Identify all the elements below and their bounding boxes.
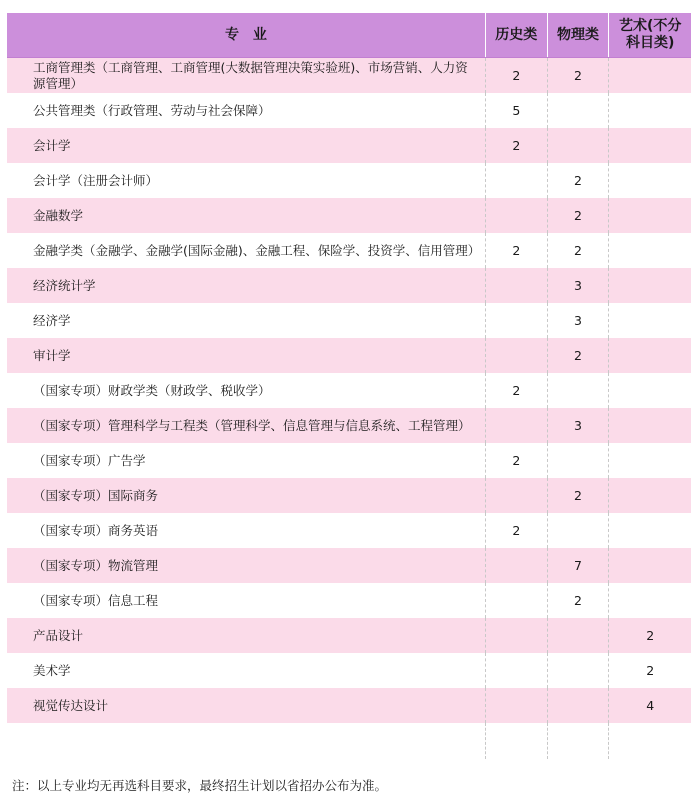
header-art xyxy=(608,13,691,57)
table-row xyxy=(7,513,691,548)
table-row xyxy=(7,58,691,93)
major-cell: 视觉传达设计 xyxy=(33,697,109,713)
tail-cell xyxy=(608,723,691,759)
physics-cell xyxy=(547,688,609,723)
art-cell xyxy=(608,548,691,583)
physics-cell: 3 xyxy=(547,408,609,443)
major-cell: 会计学 xyxy=(33,137,71,153)
art-cell xyxy=(608,513,691,548)
major-cell: 经济统计学 xyxy=(33,277,96,293)
table-row xyxy=(7,373,691,408)
art-cell xyxy=(608,163,691,198)
table-row xyxy=(7,163,691,198)
physics-cell xyxy=(547,653,609,688)
header-art-text xyxy=(619,18,681,52)
physics-cell: 2 xyxy=(547,198,609,233)
tail-cell xyxy=(547,723,609,759)
art-cell xyxy=(608,408,691,443)
table-row xyxy=(7,618,691,653)
table-tail xyxy=(7,723,691,759)
table-header xyxy=(7,13,691,58)
history-cell xyxy=(485,478,547,513)
art-cell xyxy=(608,583,691,618)
physics-cell xyxy=(547,128,609,163)
physics-cell xyxy=(547,618,609,653)
header-physics: 物理类 xyxy=(547,13,609,57)
header-art-line-2: 科目类) xyxy=(625,35,675,51)
art-cell xyxy=(608,128,691,163)
major-cell: （国家专项）物流管理 xyxy=(33,557,159,573)
table-row xyxy=(7,653,691,688)
table-row xyxy=(7,548,691,583)
table-row xyxy=(7,688,691,723)
art-cell: 2 xyxy=(608,618,691,653)
history-cell xyxy=(485,583,547,618)
physics-cell: 2 xyxy=(547,478,609,513)
major-cell: 工商管理类（工商管理、工商管理(大数据管理决策实验班)、市场营销、人力资源管理） xyxy=(33,59,468,91)
history-cell: 2 xyxy=(485,443,547,478)
art-cell xyxy=(608,443,691,478)
footnote: 注：以上专业均无再选科目要求，最终招生计划以省招办公布为准。 xyxy=(12,778,388,793)
physics-cell: 2 xyxy=(547,58,609,93)
major-cell: 经济学 xyxy=(33,312,71,328)
major-cell: 审计学 xyxy=(33,347,71,363)
art-cell xyxy=(608,303,691,338)
history-cell xyxy=(485,618,547,653)
physics-cell: 7 xyxy=(547,548,609,583)
history-cell xyxy=(485,163,547,198)
major-cell: （国家专项）广告学 xyxy=(33,452,146,468)
table-row xyxy=(7,303,691,338)
history-cell: 2 xyxy=(485,373,547,408)
major-cell: 会计学（注册会计师） xyxy=(33,172,159,188)
history-cell xyxy=(485,338,547,373)
major-cell: 金融学类（金融学、金融学(国际金融)、金融工程、保险学、投资学、信用管理） xyxy=(33,242,481,258)
history-cell: 2 xyxy=(485,513,547,548)
history-cell: 2 xyxy=(485,58,547,93)
physics-cell: 2 xyxy=(547,338,609,373)
physics-cell: 2 xyxy=(547,163,609,198)
history-cell xyxy=(485,688,547,723)
table-row xyxy=(7,233,691,268)
history-cell xyxy=(485,408,547,443)
art-cell xyxy=(608,373,691,408)
physics-cell: 3 xyxy=(547,303,609,338)
history-cell: 2 xyxy=(485,128,547,163)
major-cell: （国家专项）商务英语 xyxy=(33,522,159,538)
major-cell: 公共管理类（行政管理、劳动与社会保障） xyxy=(33,102,271,118)
history-cell xyxy=(485,548,547,583)
table-row xyxy=(7,128,691,163)
art-cell xyxy=(608,478,691,513)
physics-cell xyxy=(547,513,609,548)
major-cell: 产品设计 xyxy=(33,627,84,643)
history-cell: 5 xyxy=(485,93,547,128)
header-major: 专 业 xyxy=(224,26,267,43)
art-cell xyxy=(608,58,691,93)
art-cell xyxy=(608,93,691,128)
art-cell xyxy=(608,233,691,268)
history-cell xyxy=(485,268,547,303)
major-cell: 金融数学 xyxy=(33,207,84,223)
art-cell xyxy=(608,198,691,233)
table-row xyxy=(7,268,691,303)
history-cell: 2 xyxy=(485,233,547,268)
history-cell xyxy=(485,303,547,338)
enrollment-table xyxy=(7,13,691,759)
table-row xyxy=(7,408,691,443)
major-cell: 美术学 xyxy=(33,662,71,678)
tail-cell xyxy=(485,723,547,759)
table-row xyxy=(7,198,691,233)
art-cell xyxy=(608,338,691,373)
art-cell xyxy=(608,268,691,303)
major-cell: （国家专项）信息工程 xyxy=(33,592,159,608)
history-cell xyxy=(485,198,547,233)
physics-cell xyxy=(547,93,609,128)
physics-cell: 3 xyxy=(547,268,609,303)
table-row xyxy=(7,583,691,618)
table-row xyxy=(7,443,691,478)
major-cell: （国家专项）财政学类（财政学、税收学） xyxy=(33,382,271,398)
major-cell: （国家专项）国际商务 xyxy=(33,487,159,503)
history-cell xyxy=(485,653,547,688)
major-cell: （国家专项）管理科学与工程类（管理科学、信息管理与信息系统、工程管理） xyxy=(33,417,471,433)
table-row xyxy=(7,93,691,128)
table-body xyxy=(7,58,691,723)
physics-cell: 2 xyxy=(547,233,609,268)
physics-cell xyxy=(547,443,609,478)
table-row xyxy=(7,478,691,513)
art-cell: 4 xyxy=(608,688,691,723)
physics-cell xyxy=(547,373,609,408)
header-art-line-1: 艺术(不分 xyxy=(618,18,682,34)
art-cell: 2 xyxy=(608,653,691,688)
table-row xyxy=(7,338,691,373)
physics-cell: 2 xyxy=(547,583,609,618)
tail-cell xyxy=(7,723,485,759)
header-history: 历史类 xyxy=(485,13,547,57)
